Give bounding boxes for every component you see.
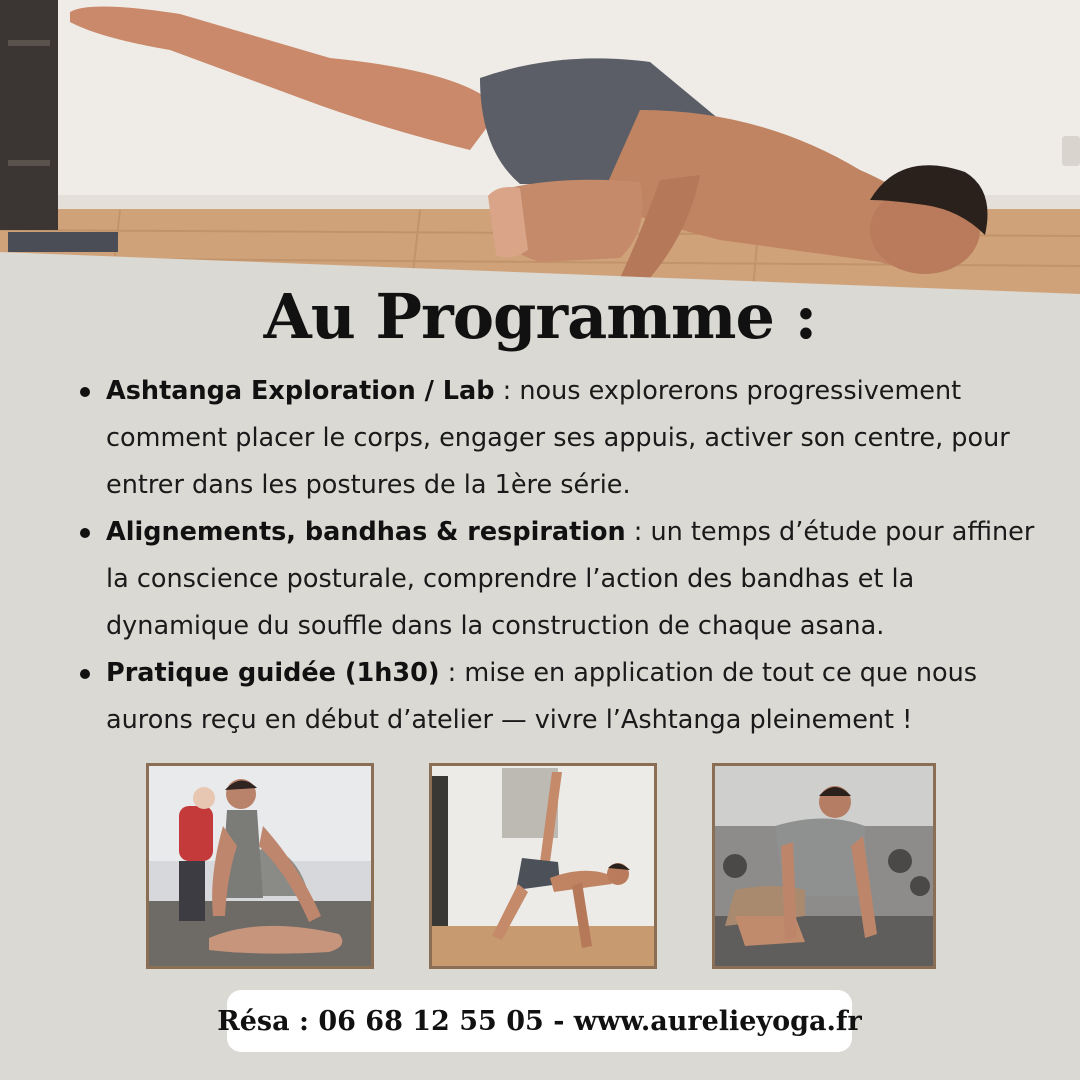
booking-contact: Résa : 06 68 12 55 05 - www.aurelieyoga.fr	[227, 990, 852, 1052]
photo-seated-meditation	[146, 763, 374, 969]
list-item	[78, 368, 1038, 509]
photo-standing-pose	[429, 763, 657, 969]
item-text: : un temps d’étude pour affiner la conscience posturale, comprendre l’action des bandhas et la dynamique du souffle dans la construction de chaque asana.	[106, 517, 1035, 641]
list-item	[78, 509, 1038, 650]
item-heading: Alignements, bandhas & respiration	[106, 517, 626, 547]
hero-yoga-photo	[0, 0, 1080, 300]
list-item	[78, 650, 1038, 744]
program-list	[78, 368, 1038, 744]
page-title: Au Programme :	[263, 280, 817, 353]
item-heading: Ashtanga Exploration / Lab	[106, 376, 495, 406]
item-text: : nous explorerons progressivement comment placer le corps, engager ses appuis, activer son centre, pour entrer dans les postures de la 1ère série.	[106, 376, 1010, 500]
bullet-icon	[80, 528, 90, 538]
photo-kneeling-pose	[712, 763, 936, 969]
item-heading: Pratique guidée (1h30)	[106, 658, 440, 688]
bullet-icon	[80, 387, 90, 397]
item-text: : mise en application de tout ce que nous aurons reçu en début d’atelier — vivre l’Ashtanga pleinement !	[106, 658, 978, 735]
bullet-icon	[80, 669, 90, 679]
